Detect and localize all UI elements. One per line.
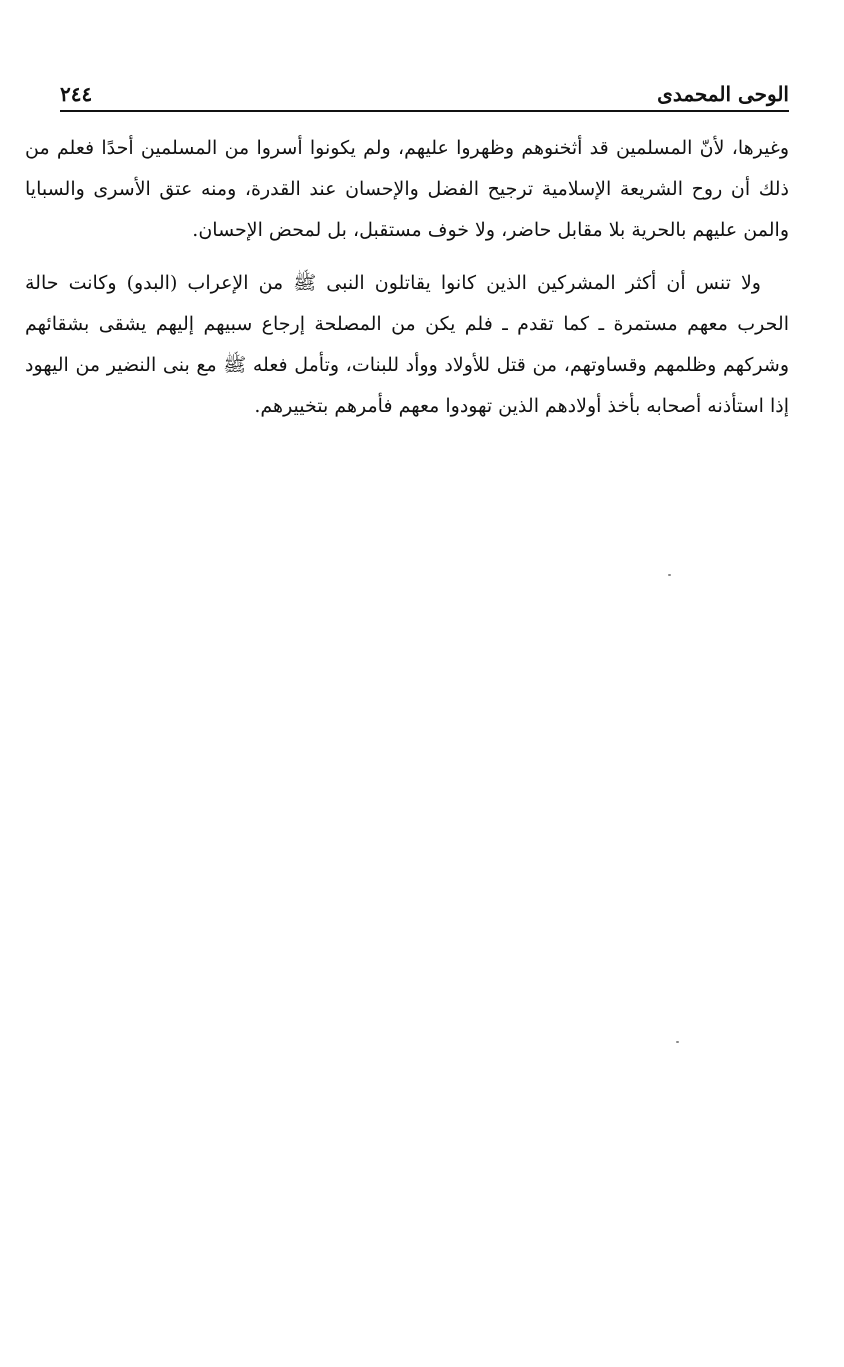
page-number: ٢٤٤ [60, 82, 93, 106]
scan-speck [676, 1041, 679, 1043]
running-title: الوحى المحمدى [657, 82, 789, 106]
page-header [60, 72, 789, 112]
body-text [25, 128, 789, 427]
paragraph: وغيرها، لأنّ المسلمين قد أثخنوهم وظهروا عليهم، ولم يكونوا أسروا من المسلمين أحدًا فعلم من ذلك أن روح الشريعة الإسلامية ترجيح الفضل والإحسان عند القدرة، ومنه عتق الأسرى والسبايا والمن عليهم بالحرية بلا مقابل حاضر، ولا خوف مستقبل، بل لمحض الإحسان. [25, 137, 789, 241]
scan-speck [668, 574, 671, 576]
paragraph: ولا تنس أن أكثر المشركين الذين كانوا يقاتلون النبى ﷺ من الإعراب (البدو) وكانت حالة الحرب معهم مستمرة ـ كما تقدم ـ فلم يكن من المصلحة إرجاع سبيهم إليهم يشقى بشقائهم وشركهم وظلمهم وقساوتهم، من قتل للأولاد ووأد للبنات، وتأمل فعله ﷺ مع بنى النضير من اليهود إذا استأذنه أصحابه بأخذ أولادهم الذين تهودوا معهم فأمرهم بتخييرهم. [25, 272, 789, 417]
